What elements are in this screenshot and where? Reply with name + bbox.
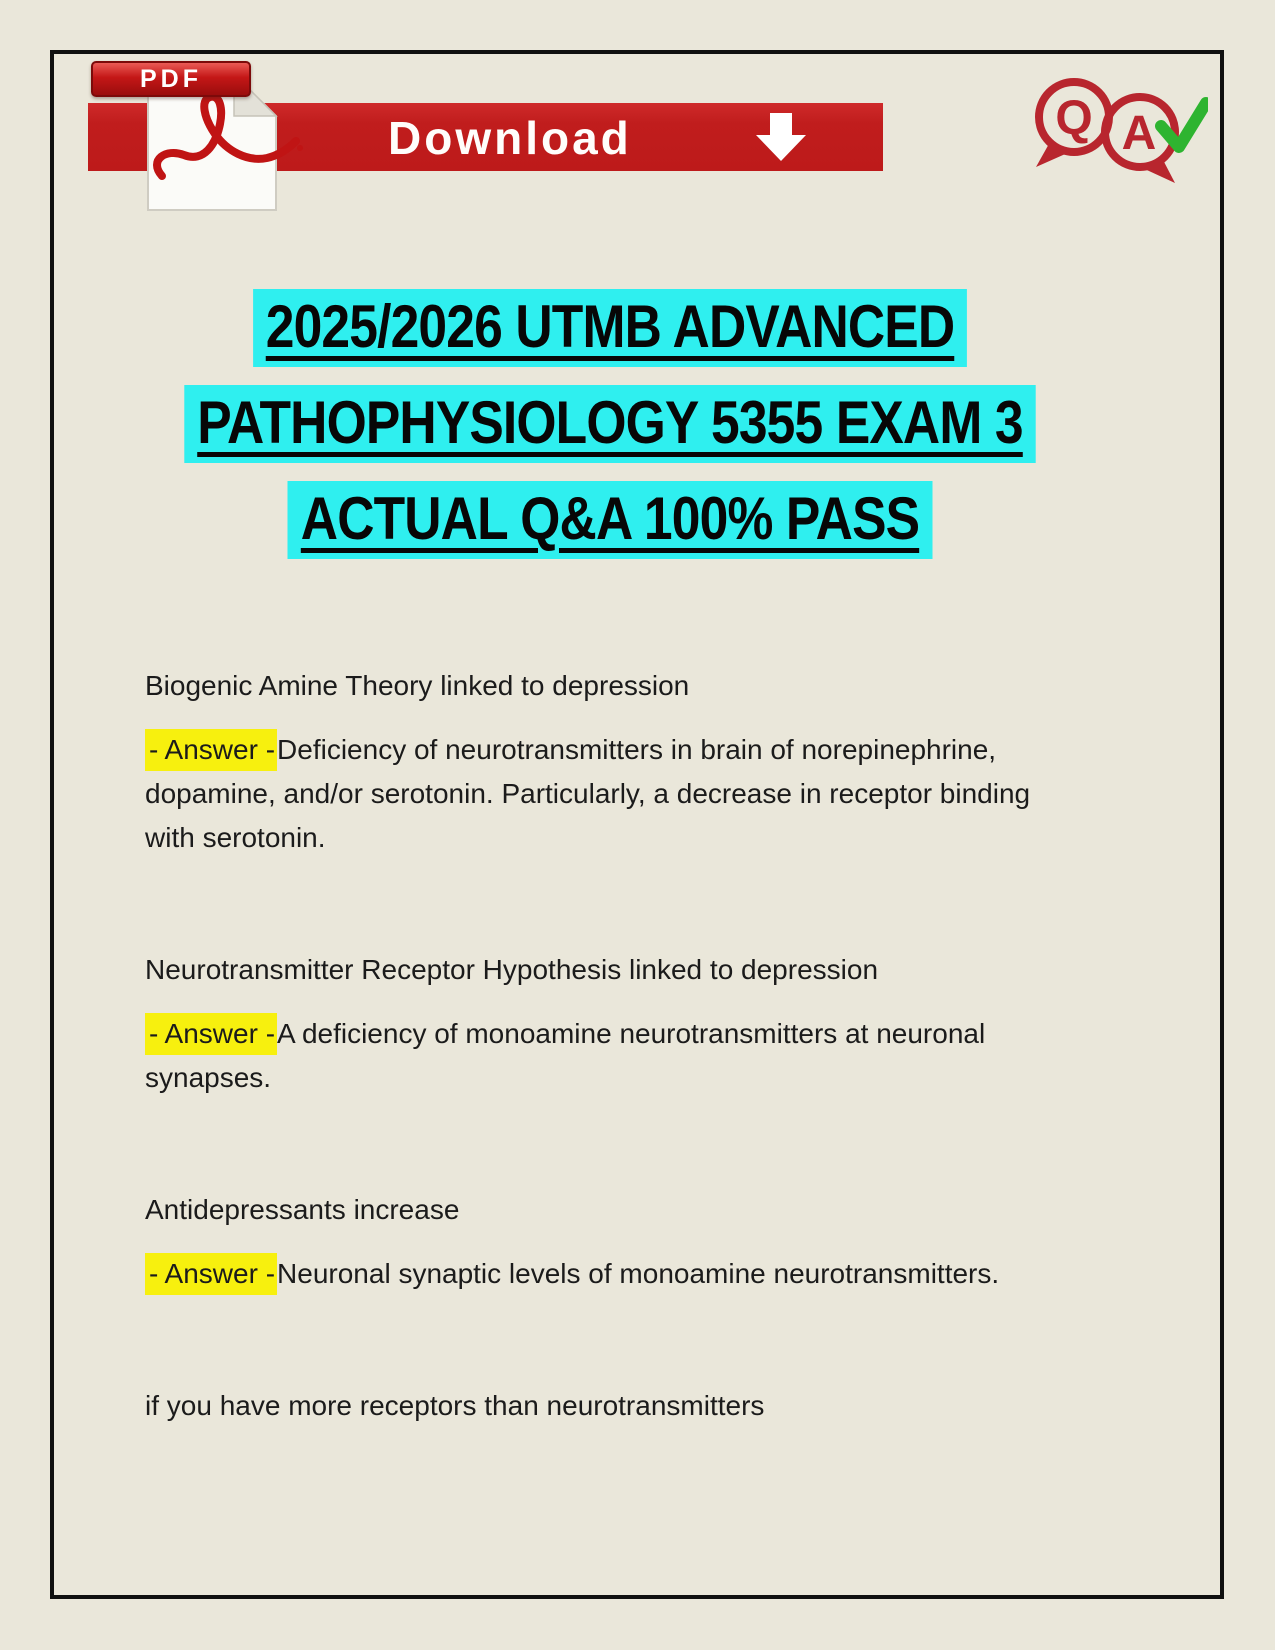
a-bubble-icon (1105, 97, 1175, 183)
answer-label-highlight: - Answer - (145, 729, 277, 771)
answer-paragraph (145, 1012, 1085, 1100)
answer-label-highlight: - Answer - (145, 1253, 277, 1295)
question-text: Neurotransmitter Receptor Hypothesis linked to depression (145, 954, 879, 985)
title-line-1 (133, 292, 1088, 363)
answer-label-highlight: - Answer - (145, 1013, 277, 1055)
answer-text: A deficiency of monoamine neurotransmitters at neuronal synapses. (145, 1018, 986, 1093)
qa-content (145, 664, 1085, 1448)
title-highlight: 2025/2026 UTMB ADVANCED (253, 289, 967, 367)
title-highlight: ACTUAL Q&A 100% PASS (288, 481, 932, 559)
answer-text: Neuronal synaptic levels of monoamine neurotransmitters. (277, 1258, 1000, 1289)
title-highlight: PATHOPHYSIOLOGY 5355 EXAM 3 (184, 385, 1035, 463)
answer-paragraph (145, 1252, 1085, 1296)
answer-text: Deficiency of neurotransmitters in brain of norepinephrine, dopamine, and/or serotonin. Particularly, a decrease in receptor binding with serotonin. (145, 734, 1031, 853)
pdf-badge-label: PDF (140, 64, 202, 93)
question-text: if you have more receptors than neurotransmitters (145, 1390, 765, 1421)
download-label: Download (388, 112, 632, 164)
download-arrow-icon (752, 113, 810, 161)
pdf-badge (91, 61, 251, 97)
title-line-3 (133, 484, 1088, 555)
question-text: Biogenic Amine Theory linked to depression (145, 670, 690, 701)
q-letter: Q (1055, 92, 1093, 145)
title-line-2 (133, 388, 1088, 459)
question-text: Antidepressants increase (145, 1194, 460, 1225)
q-bubble-icon (1036, 82, 1109, 167)
a-letter: A (1121, 107, 1157, 160)
document-title (133, 292, 1088, 580)
acrobat-swirl-icon (152, 90, 304, 186)
answer-paragraph (145, 728, 1085, 860)
qa-logo (1026, 74, 1208, 192)
